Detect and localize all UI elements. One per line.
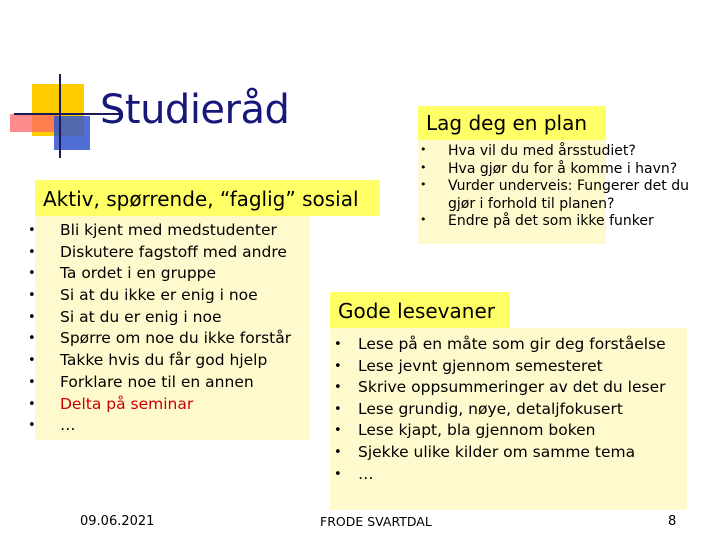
plan-header: Lag deg en plan: [418, 106, 606, 140]
list-item: • Endre på det som ikke funker: [420, 213, 654, 229]
page-number: 8: [668, 514, 677, 529]
active-header: Aktiv, spørrende, “faglig” sosial: [35, 180, 380, 216]
page-title: Studieråd: [100, 87, 290, 133]
list-item: • Hva gjør du for å komme i havn?: [420, 160, 678, 177]
footer-date: 09.06.2021: [80, 514, 155, 529]
plan-list: [420, 143, 698, 231]
list-item: • Hva vil du med årsstudiet?: [420, 143, 636, 159]
footer-author: FRODE SVARTDAL: [320, 514, 432, 529]
reading-header: Gode lesevaner: [330, 292, 510, 328]
list-item: • Vurder underveis: Fungerer det du gjør i forhold til planen?: [420, 178, 689, 212]
